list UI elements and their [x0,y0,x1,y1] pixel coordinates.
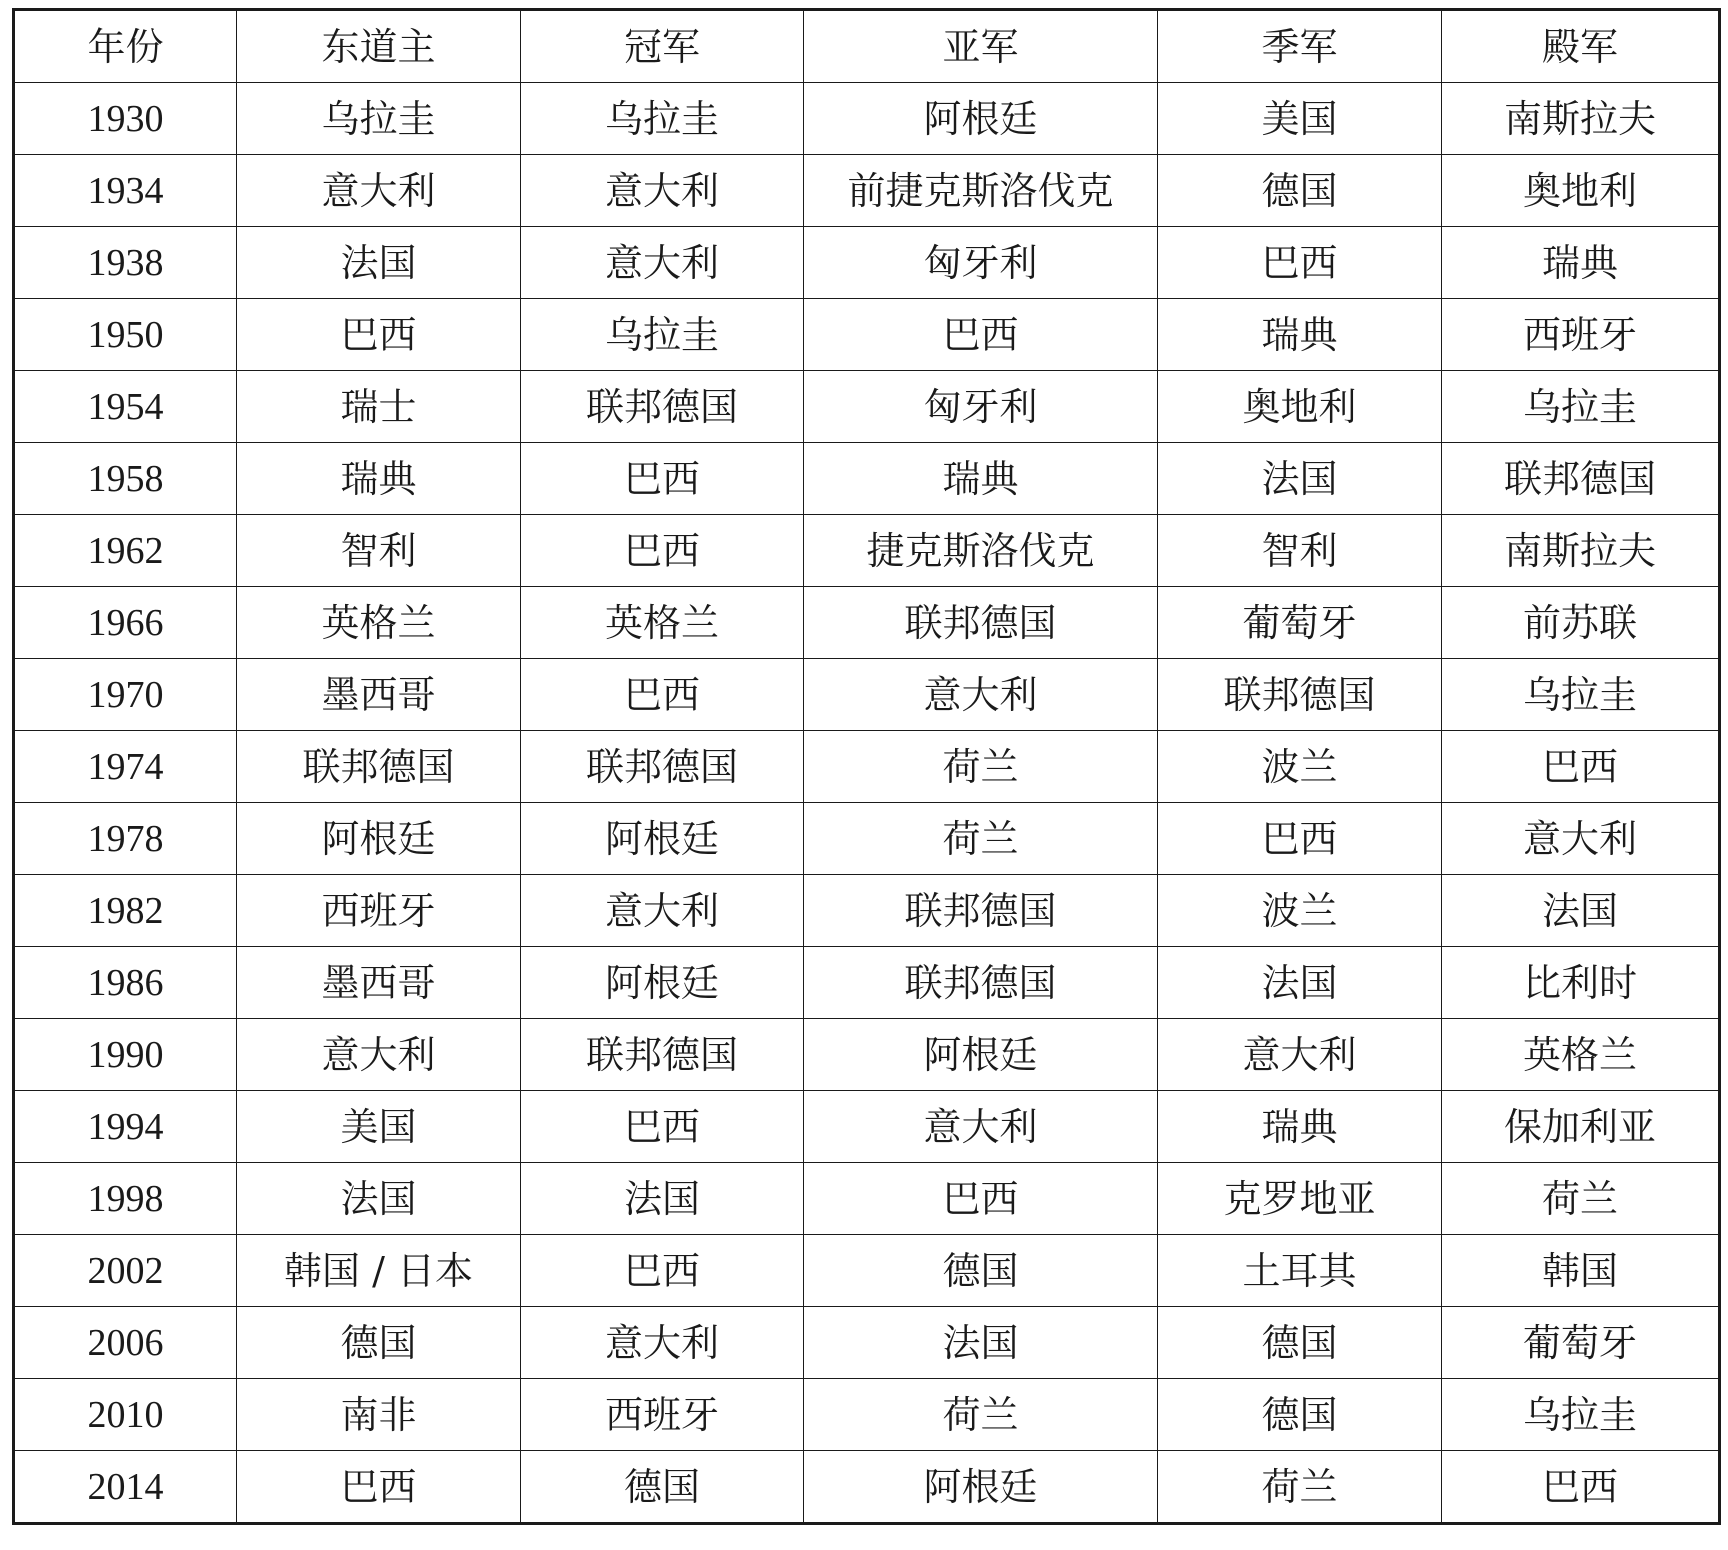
table-row [14,1451,1720,1524]
cell-host: 南非 [237,1379,521,1451]
cell-runner-up: 联邦德国 [804,947,1158,1019]
cell-champion: 阿根廷 [521,803,804,875]
cell-third-place: 土耳其 [1158,1235,1442,1307]
cell-third-place: 奥地利 [1158,371,1442,443]
table-row [14,155,1720,227]
header-fourth-place: 殿军 [1442,10,1720,83]
cell-year: 1950 [14,299,237,371]
cell-host: 意大利 [237,155,521,227]
cell-host: 瑞典 [237,443,521,515]
cell-runner-up: 瑞典 [804,443,1158,515]
table-row [14,947,1720,1019]
cell-champion: 西班牙 [521,1379,804,1451]
table-row [14,515,1720,587]
cell-runner-up: 匈牙利 [804,227,1158,299]
cell-year: 1998 [14,1163,237,1235]
header-third-place: 季军 [1158,10,1442,83]
cell-third-place: 瑞典 [1158,1091,1442,1163]
cell-fourth-place: 韩国 [1442,1235,1720,1307]
header-host: 东道主 [237,10,521,83]
cell-third-place: 联邦德国 [1158,659,1442,731]
cell-fourth-place: 保加利亚 [1442,1091,1720,1163]
cell-year: 1930 [14,83,237,155]
table-header [14,10,1720,83]
header-year: 年份 [14,10,237,83]
cell-year: 1958 [14,443,237,515]
cell-third-place: 巴西 [1158,227,1442,299]
cell-champion: 联邦德国 [521,371,804,443]
cell-year: 1974 [14,731,237,803]
table-row [14,587,1720,659]
cell-champion: 意大利 [521,227,804,299]
cell-champion: 意大利 [521,1307,804,1379]
cell-champion: 巴西 [521,443,804,515]
cell-third-place: 巴西 [1158,803,1442,875]
cell-year: 1962 [14,515,237,587]
cell-host: 瑞士 [237,371,521,443]
cell-champion: 乌拉圭 [521,299,804,371]
cell-champion: 法国 [521,1163,804,1235]
table-row [14,1091,1720,1163]
table-row [14,1019,1720,1091]
cell-third-place: 波兰 [1158,875,1442,947]
cell-host: 意大利 [237,1019,521,1091]
cell-fourth-place: 西班牙 [1442,299,1720,371]
cell-fourth-place: 比利时 [1442,947,1720,1019]
cell-host: 阿根廷 [237,803,521,875]
cell-champion: 英格兰 [521,587,804,659]
table-row [14,299,1720,371]
cell-host: 巴西 [237,1451,521,1524]
cell-host: 美国 [237,1091,521,1163]
cell-year: 1938 [14,227,237,299]
cell-champion: 巴西 [521,515,804,587]
cell-year: 1954 [14,371,237,443]
cell-third-place: 波兰 [1158,731,1442,803]
table-row [14,659,1720,731]
cell-year: 2006 [14,1307,237,1379]
cell-fourth-place: 乌拉圭 [1442,1379,1720,1451]
table-row [14,1235,1720,1307]
cell-third-place: 瑞典 [1158,299,1442,371]
cell-host: 法国 [237,1163,521,1235]
cell-third-place: 克罗地亚 [1158,1163,1442,1235]
cell-host: 德国 [237,1307,521,1379]
cell-host: 联邦德国 [237,731,521,803]
cell-fourth-place: 意大利 [1442,803,1720,875]
cell-champion: 巴西 [521,1235,804,1307]
cell-runner-up: 捷克斯洛伐克 [804,515,1158,587]
cell-fourth-place: 南斯拉夫 [1442,83,1720,155]
cell-runner-up: 德国 [804,1235,1158,1307]
cell-year: 1934 [14,155,237,227]
cell-fourth-place: 南斯拉夫 [1442,515,1720,587]
cell-year: 2014 [14,1451,237,1524]
cell-fourth-place: 巴西 [1442,1451,1720,1524]
cell-year: 1994 [14,1091,237,1163]
cell-runner-up: 荷兰 [804,1379,1158,1451]
table-row [14,731,1720,803]
cell-fourth-place: 奥地利 [1442,155,1720,227]
table-row [14,371,1720,443]
cell-host: 西班牙 [237,875,521,947]
cell-fourth-place: 英格兰 [1442,1019,1720,1091]
cell-runner-up: 意大利 [804,1091,1158,1163]
cell-runner-up: 阿根廷 [804,1019,1158,1091]
world-cup-results-table [12,8,1721,1525]
cell-champion: 意大利 [521,875,804,947]
cell-year: 1982 [14,875,237,947]
header-row [14,10,1720,83]
cell-champion: 乌拉圭 [521,83,804,155]
cell-runner-up: 阿根廷 [804,1451,1158,1524]
cell-third-place: 智利 [1158,515,1442,587]
cell-fourth-place: 荷兰 [1442,1163,1720,1235]
cell-champion: 巴西 [521,1091,804,1163]
table-row [14,1307,1720,1379]
header-champion: 冠军 [521,10,804,83]
table-row [14,443,1720,515]
cell-runner-up: 巴西 [804,299,1158,371]
cell-fourth-place: 乌拉圭 [1442,371,1720,443]
cell-host: 法国 [237,227,521,299]
cell-host: 智利 [237,515,521,587]
table-row [14,803,1720,875]
table-row [14,1163,1720,1235]
cell-fourth-place: 前苏联 [1442,587,1720,659]
cell-host: 英格兰 [237,587,521,659]
cell-third-place: 德国 [1158,155,1442,227]
cell-fourth-place: 巴西 [1442,731,1720,803]
cell-runner-up: 法国 [804,1307,1158,1379]
table-row [14,1379,1720,1451]
cell-host: 巴西 [237,299,521,371]
cell-third-place: 法国 [1158,947,1442,1019]
table-row [14,875,1720,947]
cell-year: 1966 [14,587,237,659]
cell-champion: 德国 [521,1451,804,1524]
cell-champion: 巴西 [521,659,804,731]
cell-runner-up: 巴西 [804,1163,1158,1235]
cell-third-place: 法国 [1158,443,1442,515]
cell-host: 墨西哥 [237,659,521,731]
cell-third-place: 德国 [1158,1379,1442,1451]
table-body [14,83,1720,1524]
cell-third-place: 葡萄牙 [1158,587,1442,659]
cell-third-place: 荷兰 [1158,1451,1442,1524]
cell-year: 1970 [14,659,237,731]
cell-year: 1986 [14,947,237,1019]
cell-champion: 联邦德国 [521,1019,804,1091]
cell-runner-up: 荷兰 [804,803,1158,875]
cell-year: 1978 [14,803,237,875]
cell-third-place: 美国 [1158,83,1442,155]
cell-fourth-place: 法国 [1442,875,1720,947]
cell-host: 乌拉圭 [237,83,521,155]
cell-host: 墨西哥 [237,947,521,1019]
cell-runner-up: 前捷克斯洛伐克 [804,155,1158,227]
cell-champion: 联邦德国 [521,731,804,803]
cell-champion: 意大利 [521,155,804,227]
cell-runner-up: 联邦德国 [804,587,1158,659]
cell-third-place: 德国 [1158,1307,1442,1379]
cell-year: 1990 [14,1019,237,1091]
cell-fourth-place: 联邦德国 [1442,443,1720,515]
cell-fourth-place: 乌拉圭 [1442,659,1720,731]
header-runner-up: 亚军 [804,10,1158,83]
table-row [14,227,1720,299]
cell-year: 2010 [14,1379,237,1451]
table-row [14,83,1720,155]
cell-fourth-place: 瑞典 [1442,227,1720,299]
cell-runner-up: 荷兰 [804,731,1158,803]
cell-champion: 阿根廷 [521,947,804,1019]
cell-third-place: 意大利 [1158,1019,1442,1091]
cell-runner-up: 联邦德国 [804,875,1158,947]
cell-runner-up: 阿根廷 [804,83,1158,155]
cell-runner-up: 匈牙利 [804,371,1158,443]
cell-host: 韩国 / 日本 [237,1235,521,1307]
cell-year: 2002 [14,1235,237,1307]
cell-runner-up: 意大利 [804,659,1158,731]
cell-fourth-place: 葡萄牙 [1442,1307,1720,1379]
